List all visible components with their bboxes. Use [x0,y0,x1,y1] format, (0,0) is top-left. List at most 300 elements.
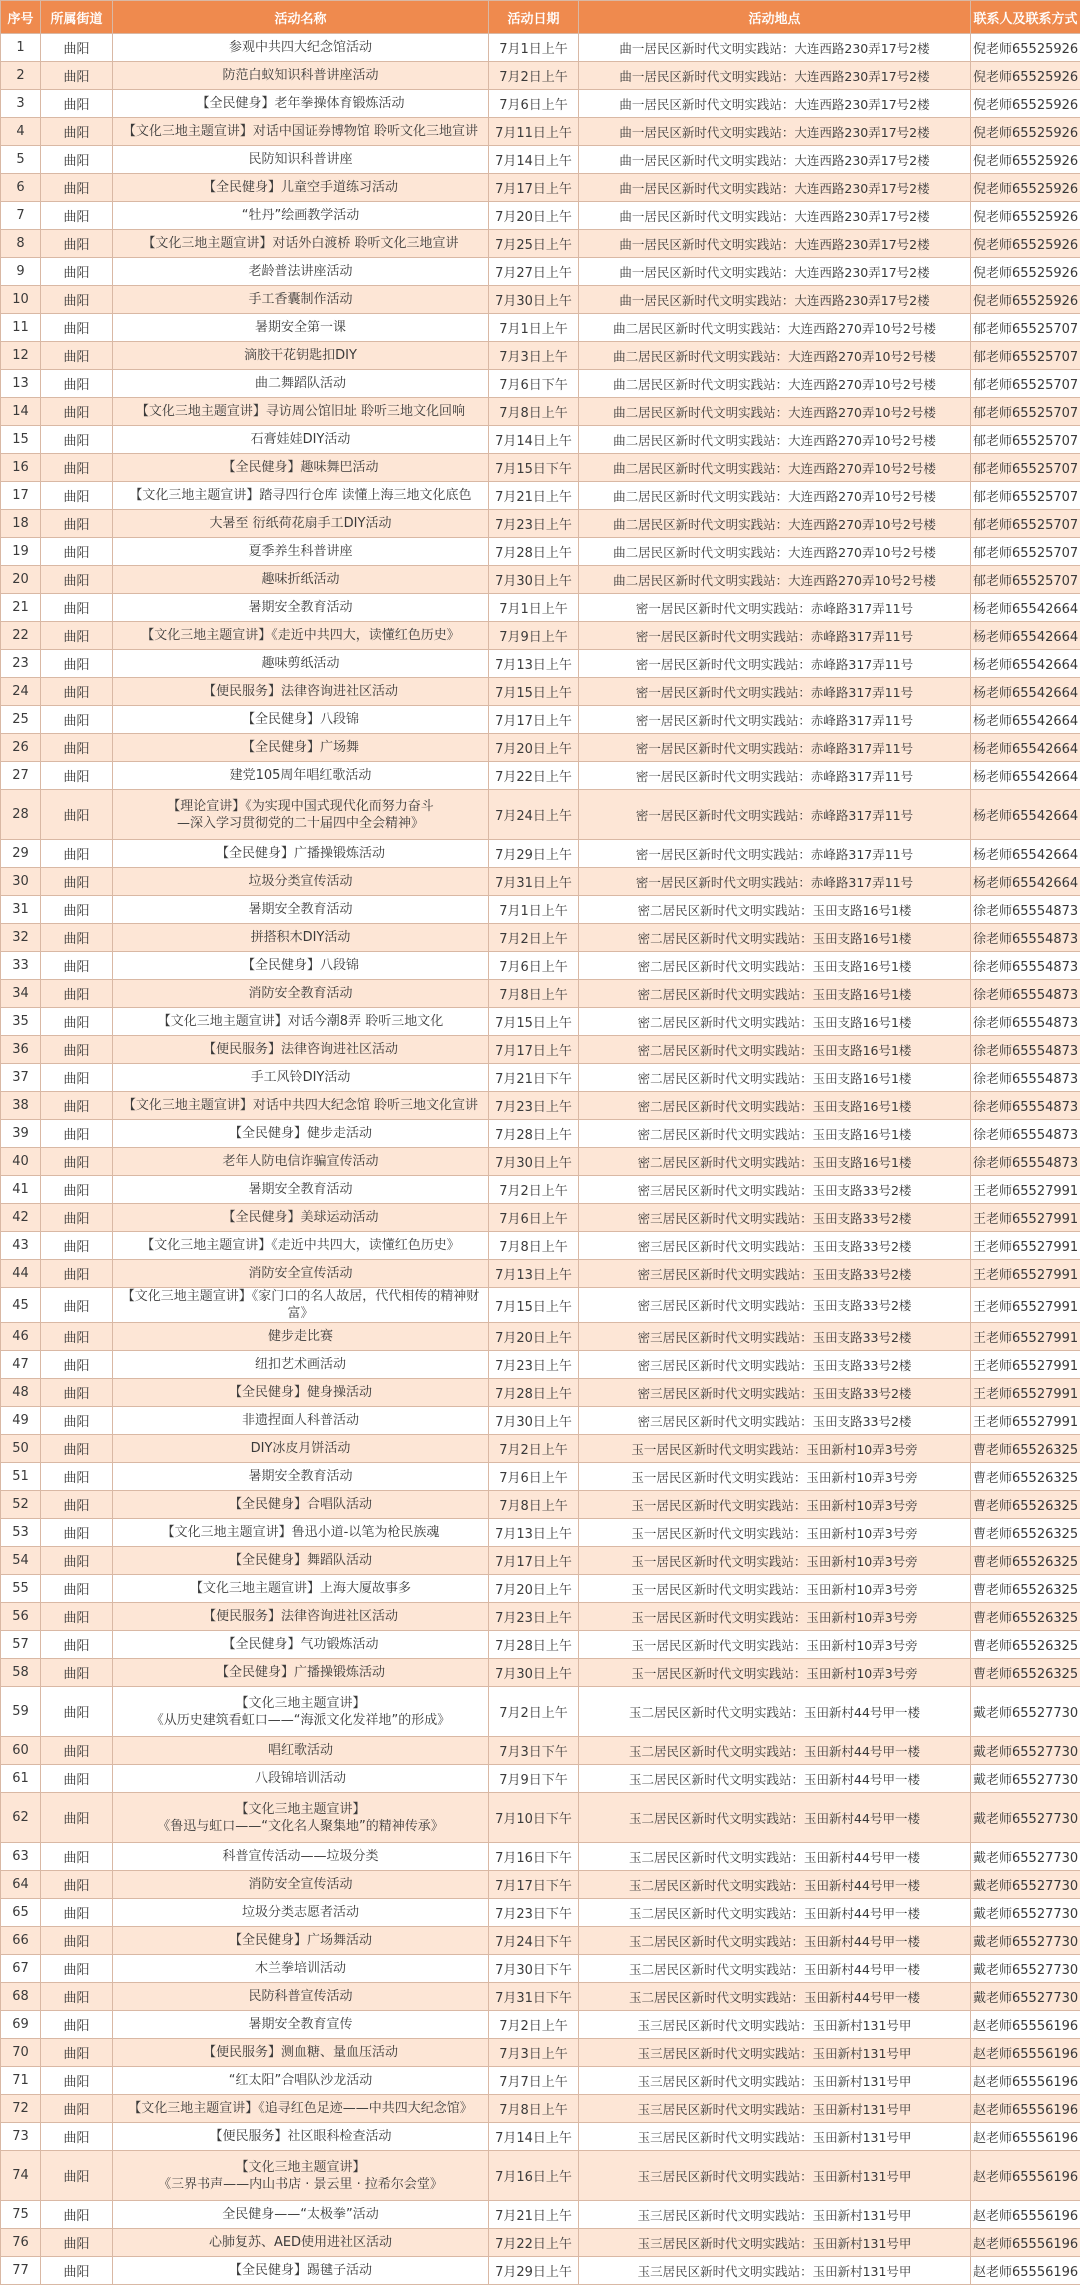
cell-street: 曲阳 [41,1204,113,1232]
cell-activity-date: 7月27日上午 [489,258,579,286]
cell-activity-location: 玉二居民区新时代文明实践站：玉田新村44号甲一楼 [579,1765,971,1793]
activity-name-text: 【便民服务】法律咨询进社区活动 [115,1608,486,1625]
cell-activity-date: 7月28日上午 [489,1631,579,1659]
cell-no: 15 [1,426,41,454]
cell-activity-name [113,1491,489,1519]
cell-activity-name [113,1435,489,1463]
cell-activity-date: 7月23日上午 [489,510,579,538]
table-row [1,1547,1080,1575]
cell-activity-location: 曲二居民区新时代文明实践站：大连西路270弄10号2号楼 [579,566,971,594]
cell-activity-location: 密一居民区新时代文明实践站：赤峰路317弄11号 [579,594,971,622]
cell-activity-location: 曲一居民区新时代文明实践站：大连西路230弄17号2楼 [579,202,971,230]
cell-no: 8 [1,230,41,258]
activity-name-text: 【文化三地主题宣讲】对话中国证券博物馆 聆听文化三地宣讲 [115,123,486,140]
cell-activity-name [113,118,489,146]
table-row [1,1120,1080,1148]
cell-no: 76 [1,2229,41,2257]
cell-activity-location: 曲一居民区新时代文明实践站：大连西路230弄17号2楼 [579,62,971,90]
cell-activity-location: 玉一居民区新时代文明实践站：玉田新村10弄3号旁 [579,1435,971,1463]
cell-street: 曲阳 [41,1232,113,1260]
cell-activity-name [113,1288,489,1323]
cell-no: 24 [1,678,41,706]
table-row [1,370,1080,398]
activity-name-text: 心肺复苏、AED使用进社区活动 [115,2234,486,2251]
cell-contact: 戴老师65527730 [971,1737,1080,1765]
cell-activity-date: 7月22日上午 [489,2229,579,2257]
cell-street: 曲阳 [41,2011,113,2039]
table-row [1,1687,1080,1737]
activity-name-text: 【全民健身】健步走活动 [115,1125,486,1142]
cell-activity-name [113,510,489,538]
table-row [1,1204,1080,1232]
cell-activity-name [113,1955,489,1983]
cell-street: 曲阳 [41,1955,113,1983]
table-row [1,924,1080,952]
activity-name-text: 【文化三地主题宣讲】对话今潮8弄 聆听三地文化 [115,1013,486,1030]
cell-no: 52 [1,1491,41,1519]
cell-contact: 杨老师65542664 [971,678,1080,706]
cell-no: 17 [1,482,41,510]
header-street: 所属街道 [41,1,113,34]
table-row [1,1843,1080,1871]
cell-activity-date: 7月9日上午 [489,622,579,650]
cell-street: 曲阳 [41,1463,113,1491]
cell-activity-location: 密二居民区新时代文明实践站：玉田支路16号1楼 [579,1120,971,1148]
activity-name-text: 【文化三地主题宣讲】 《鲁迅与虹口——“文化名人聚集地”的精神传承》 [115,1801,486,1835]
table-row [1,2067,1080,2095]
cell-street: 曲阳 [41,2095,113,2123]
cell-activity-location: 曲二居民区新时代文明实践站：大连西路270弄10号2号楼 [579,426,971,454]
cell-activity-date: 7月7日上午 [489,2067,579,2095]
cell-activity-location: 玉三居民区新时代文明实践站：玉田新村131号甲 [579,2151,971,2201]
cell-street: 曲阳 [41,1793,113,1843]
cell-contact: 王老师65527991 [971,1351,1080,1379]
cell-activity-name [113,1843,489,1871]
cell-activity-date: 7月31日上午 [489,868,579,896]
cell-contact: 徐老师65554873 [971,1120,1080,1148]
table-row [1,314,1080,342]
cell-activity-name [113,174,489,202]
cell-no: 49 [1,1407,41,1435]
cell-activity-location: 密三居民区新时代文明实践站：玉田支路33号2楼 [579,1260,971,1288]
table-row [1,1148,1080,1176]
cell-street: 曲阳 [41,2039,113,2067]
cell-no: 5 [1,146,41,174]
cell-street: 曲阳 [41,1148,113,1176]
cell-activity-date: 7月24日下午 [489,1927,579,1955]
activity-name-text: 【全民健身】八段锦 [115,711,486,728]
cell-activity-date: 7月30日上午 [489,286,579,314]
cell-street: 曲阳 [41,62,113,90]
cell-activity-date: 7月2日上午 [489,1176,579,1204]
cell-contact: 王老师65527991 [971,1288,1080,1323]
cell-activity-date: 7月28日上午 [489,1120,579,1148]
cell-activity-date: 7月11日上午 [489,118,579,146]
cell-contact: 徐老师65554873 [971,1092,1080,1120]
table-row [1,2011,1080,2039]
cell-street: 曲阳 [41,1407,113,1435]
cell-activity-name [113,2011,489,2039]
cell-activity-date: 7月3日下午 [489,1737,579,1765]
cell-contact: 王老师65527991 [971,1260,1080,1288]
cell-activity-name [113,622,489,650]
cell-activity-location: 曲一居民区新时代文明实践站：大连西路230弄17号2楼 [579,230,971,258]
cell-activity-location: 玉二居民区新时代文明实践站：玉田新村44号甲一楼 [579,1927,971,1955]
cell-activity-location: 密一居民区新时代文明实践站：赤峰路317弄11号 [579,762,971,790]
cell-activity-name [113,90,489,118]
cell-no: 68 [1,1983,41,2011]
header-no: 序号 [1,1,41,34]
activity-name-text: 暑期安全教育活动 [115,1181,486,1198]
cell-activity-date: 7月24日上午 [489,790,579,840]
cell-contact: 赵老师65556196 [971,2095,1080,2123]
cell-street: 曲阳 [41,1519,113,1547]
cell-activity-date: 7月30日上午 [489,566,579,594]
table-row [1,342,1080,370]
cell-contact: 戴老师65527730 [971,1843,1080,1871]
table-row [1,1659,1080,1687]
cell-activity-date: 7月15日上午 [489,1288,579,1323]
cell-contact: 倪老师65525926 [971,62,1080,90]
cell-contact: 倪老师65525926 [971,286,1080,314]
header-activity-location: 活动地点 [579,1,971,34]
cell-activity-date: 7月17日上午 [489,706,579,734]
cell-activity-name [113,868,489,896]
cell-contact: 杨老师65542664 [971,868,1080,896]
table-row [1,2229,1080,2257]
cell-activity-date: 7月8日上午 [489,1232,579,1260]
table-row [1,1064,1080,1092]
table-row [1,896,1080,924]
cell-no: 39 [1,1120,41,1148]
cell-no: 71 [1,2067,41,2095]
cell-activity-date: 7月6日上午 [489,1204,579,1232]
cell-activity-date: 7月6日上午 [489,952,579,980]
cell-no: 37 [1,1064,41,1092]
cell-no: 60 [1,1737,41,1765]
cell-activity-location: 玉二居民区新时代文明实践站：玉田新村44号甲一楼 [579,1983,971,2011]
cell-contact: 倪老师65525926 [971,258,1080,286]
cell-contact: 徐老师65554873 [971,1148,1080,1176]
cell-activity-name [113,2095,489,2123]
cell-activity-date: 7月21日上午 [489,482,579,510]
cell-activity-date: 7月28日上午 [489,538,579,566]
cell-street: 曲阳 [41,1379,113,1407]
cell-activity-location: 玉二居民区新时代文明实践站：玉田新村44号甲一楼 [579,1843,971,1871]
cell-activity-name [113,1765,489,1793]
cell-no: 59 [1,1687,41,1737]
cell-activity-location: 玉二居民区新时代文明实践站：玉田新村44号甲一楼 [579,1793,971,1843]
cell-street: 曲阳 [41,118,113,146]
activity-name-text: 【全民健身】合唱队活动 [115,1496,486,1513]
cell-street: 曲阳 [41,1575,113,1603]
cell-activity-date: 7月8日上午 [489,2095,579,2123]
table-row [1,230,1080,258]
activity-name-text: 拼搭积木DIY活动 [115,929,486,946]
cell-contact: 郁老师65525707 [971,426,1080,454]
cell-activity-location: 曲二居民区新时代文明实践站：大连西路270弄10号2号楼 [579,510,971,538]
table-row [1,594,1080,622]
cell-street: 曲阳 [41,650,113,678]
cell-activity-location: 密二居民区新时代文明实践站：玉田支路16号1楼 [579,980,971,1008]
cell-no: 25 [1,706,41,734]
cell-activity-name [113,34,489,62]
cell-street: 曲阳 [41,1843,113,1871]
cell-activity-name [113,650,489,678]
cell-activity-location: 玉三居民区新时代文明实践站：玉田新村131号甲 [579,2039,971,2067]
table-row [1,650,1080,678]
cell-street: 曲阳 [41,2229,113,2257]
activity-name-text: 【便民服务】测血糖、量血压活动 [115,2044,486,2061]
table-body [1,34,1080,2285]
activity-name-text: 科普宣传活动——垃圾分类 [115,1848,486,1865]
table-row [1,1092,1080,1120]
cell-contact: 徐老师65554873 [971,1008,1080,1036]
cell-street: 曲阳 [41,370,113,398]
table-row [1,90,1080,118]
table-row [1,2123,1080,2151]
cell-activity-name [113,342,489,370]
cell-activity-name [113,952,489,980]
cell-contact: 曹老师65526325 [971,1519,1080,1547]
cell-activity-name [113,314,489,342]
cell-street: 曲阳 [41,2123,113,2151]
cell-no: 16 [1,454,41,482]
cell-contact: 曹老师65526325 [971,1631,1080,1659]
cell-no: 1 [1,34,41,62]
activity-name-text: 【全民健身】广场舞 [115,739,486,756]
cell-contact: 倪老师65525926 [971,34,1080,62]
cell-no: 20 [1,566,41,594]
table-row [1,118,1080,146]
cell-contact: 杨老师65542664 [971,762,1080,790]
activity-name-text: 【文化三地主题宣讲】对话中共四大纪念馆 聆听三地文化宣讲 [115,1097,486,1114]
cell-activity-location: 曲一居民区新时代文明实践站：大连西路230弄17号2楼 [579,286,971,314]
cell-activity-location: 密一居民区新时代文明实践站：赤峰路317弄11号 [579,706,971,734]
activity-name-text: 【全民健身】踢毽子活动 [115,2262,486,2279]
cell-street: 曲阳 [41,1631,113,1659]
cell-activity-name [113,258,489,286]
activity-name-text: 【全民健身】广播操锻炼活动 [115,1664,486,1681]
cell-activity-name [113,146,489,174]
cell-contact: 徐老师65554873 [971,924,1080,952]
table-row [1,202,1080,230]
cell-activity-name [113,706,489,734]
cell-contact: 郁老师65525707 [971,398,1080,426]
cell-activity-location: 密一居民区新时代文明实践站：赤峰路317弄11号 [579,678,971,706]
activity-name-text: 【文化三地主题宣讲】《走近中共四大，读懂红色历史》 [115,1237,486,1254]
activity-name-text: 【文化三地主题宣讲】 《三界书声——内山书店 · 景云里 · 拉希尔会堂》 [115,2159,486,2193]
cell-contact: 倪老师65525926 [971,202,1080,230]
cell-contact: 倪老师65525926 [971,146,1080,174]
cell-street: 曲阳 [41,1351,113,1379]
cell-street: 曲阳 [41,1687,113,1737]
cell-street: 曲阳 [41,258,113,286]
cell-no: 23 [1,650,41,678]
cell-contact: 曹老师65526325 [971,1463,1080,1491]
cell-activity-location: 密三居民区新时代文明实践站：玉田支路33号2楼 [579,1176,971,1204]
cell-activity-location: 玉三居民区新时代文明实践站：玉田新村131号甲 [579,2229,971,2257]
cell-contact: 徐老师65554873 [971,952,1080,980]
activity-name-text: 【便民服务】社区眼科检查活动 [115,2128,486,2145]
cell-activity-date: 7月28日上午 [489,1379,579,1407]
cell-activity-date: 7月6日上午 [489,90,579,118]
table-row [1,1737,1080,1765]
cell-no: 47 [1,1351,41,1379]
cell-no: 32 [1,924,41,952]
cell-activity-name [113,2201,489,2229]
cell-no: 46 [1,1323,41,1351]
table-row [1,1491,1080,1519]
cell-street: 曲阳 [41,706,113,734]
cell-activity-date: 7月1日上午 [489,896,579,924]
cell-contact: 赵老师65556196 [971,2151,1080,2201]
cell-activity-location: 曲二居民区新时代文明实践站：大连西路270弄10号2号楼 [579,454,971,482]
cell-activity-location: 曲一居民区新时代文明实践站：大连西路230弄17号2楼 [579,258,971,286]
activity-name-text: 暑期安全教育宣传 [115,2016,486,2033]
cell-no: 70 [1,2039,41,2067]
table-row [1,1955,1080,1983]
cell-activity-location: 密三居民区新时代文明实践站：玉田支路33号2楼 [579,1288,971,1323]
table-row [1,734,1080,762]
activity-name-text: 民防科普宣传活动 [115,1988,486,2005]
cell-activity-date: 7月15日下午 [489,454,579,482]
table-row [1,980,1080,1008]
cell-street: 曲阳 [41,762,113,790]
cell-activity-date: 7月30日上午 [489,1148,579,1176]
cell-activity-date: 7月6日上午 [489,1463,579,1491]
table-row [1,146,1080,174]
cell-contact: 曹老师65526325 [971,1435,1080,1463]
cell-activity-name [113,1603,489,1631]
table-row [1,538,1080,566]
cell-no: 72 [1,2095,41,2123]
cell-contact: 赵老师65556196 [971,2229,1080,2257]
cell-activity-date: 7月17日下午 [489,1871,579,1899]
cell-no: 65 [1,1899,41,1927]
cell-contact: 戴老师65527730 [971,1927,1080,1955]
cell-activity-location: 玉一居民区新时代文明实践站：玉田新村10弄3号旁 [579,1631,971,1659]
cell-contact: 杨老师65542664 [971,790,1080,840]
cell-activity-name [113,202,489,230]
cell-no: 22 [1,622,41,650]
cell-activity-date: 7月1日上午 [489,34,579,62]
cell-no: 61 [1,1765,41,1793]
activity-name-text: 唱红歌活动 [115,1742,486,1759]
table-row [1,510,1080,538]
cell-contact: 杨老师65542664 [971,594,1080,622]
cell-activity-name [113,2151,489,2201]
activity-name-text: 夏季养生科普讲座 [115,543,486,560]
cell-activity-name [113,1631,489,1659]
cell-street: 曲阳 [41,566,113,594]
cell-activity-name [113,398,489,426]
cell-activity-name [113,840,489,868]
cell-no: 30 [1,868,41,896]
table-row [1,762,1080,790]
cell-no: 77 [1,2257,41,2285]
cell-activity-date: 7月23日下午 [489,1899,579,1927]
cell-street: 曲阳 [41,1288,113,1323]
activity-name-text: 【全民健身】健身操活动 [115,1384,486,1401]
cell-no: 4 [1,118,41,146]
cell-activity-name [113,1871,489,1899]
cell-no: 34 [1,980,41,1008]
cell-contact: 王老师65527991 [971,1323,1080,1351]
cell-no: 45 [1,1288,41,1323]
cell-activity-name [113,2039,489,2067]
activity-name-text: 趣味剪纸活动 [115,655,486,672]
cell-no: 73 [1,2123,41,2151]
activity-name-text: 【文化三地主题宣讲】寻访周公馆旧址 聆听三地文化回响 [115,403,486,420]
activity-name-text: 石膏娃娃DIY活动 [115,431,486,448]
activity-name-text: 【文化三地主题宣讲】上海大厦故事多 [115,1580,486,1597]
cell-contact: 杨老师65542664 [971,622,1080,650]
cell-activity-date: 7月6日下午 [489,370,579,398]
cell-activity-date: 7月23日上午 [489,1603,579,1631]
cell-activity-location: 密三居民区新时代文明实践站：玉田支路33号2楼 [579,1407,971,1435]
cell-street: 曲阳 [41,1765,113,1793]
cell-activity-name [113,1463,489,1491]
cell-activity-date: 7月2日上午 [489,2011,579,2039]
cell-no: 48 [1,1379,41,1407]
activity-name-text: 【文化三地主题宣讲】对话外白渡桥 聆听文化三地宣讲 [115,235,486,252]
cell-activity-name [113,1008,489,1036]
table-row [1,1765,1080,1793]
cell-no: 50 [1,1435,41,1463]
cell-contact: 王老师65527991 [971,1204,1080,1232]
table-row [1,840,1080,868]
cell-activity-date: 7月13日上午 [489,650,579,678]
cell-no: 12 [1,342,41,370]
cell-activity-location: 玉二居民区新时代文明实践站：玉田新村44号甲一楼 [579,1899,971,1927]
table-row [1,1323,1080,1351]
cell-activity-date: 7月2日上午 [489,1435,579,1463]
cell-activity-name [113,1927,489,1955]
cell-no: 31 [1,896,41,924]
cell-activity-location: 密三居民区新时代文明实践站：玉田支路33号2楼 [579,1232,971,1260]
activity-name-text: 民防知识科普讲座 [115,151,486,168]
cell-activity-location: 曲二居民区新时代文明实践站：大连西路270弄10号2号楼 [579,398,971,426]
activity-name-text: 暑期安全第一课 [115,319,486,336]
activity-name-text: 【理论宣讲】《为实现中国式现代化而努力奋斗 —深入学习贯彻党的二十届四中全会精神》 [115,798,486,832]
cell-activity-name [113,1323,489,1351]
cell-activity-name [113,1659,489,1687]
cell-no: 40 [1,1148,41,1176]
table-row [1,566,1080,594]
cell-no: 33 [1,952,41,980]
cell-street: 曲阳 [41,622,113,650]
activity-name-text: “红太阳”合唱队沙龙活动 [115,2072,486,2089]
cell-no: 13 [1,370,41,398]
activity-name-text: 【文化三地主题宣讲】《家门口的名人故居，代代相传的精神财富》 [115,1288,486,1322]
cell-no: 42 [1,1204,41,1232]
cell-activity-name [113,896,489,924]
cell-street: 曲阳 [41,952,113,980]
cell-street: 曲阳 [41,1491,113,1519]
activity-name-text: 【全民健身】儿童空手道练习活动 [115,179,486,196]
cell-no: 29 [1,840,41,868]
cell-activity-location: 密二居民区新时代文明实践站：玉田支路16号1楼 [579,1064,971,1092]
cell-contact: 杨老师65542664 [971,650,1080,678]
cell-activity-name [113,790,489,840]
cell-no: 66 [1,1927,41,1955]
cell-street: 曲阳 [41,510,113,538]
cell-activity-location: 密二居民区新时代文明实践站：玉田支路16号1楼 [579,1036,971,1064]
activity-name-text: 大暑至 衍纸荷花扇手工DIY活动 [115,515,486,532]
cell-street: 曲阳 [41,146,113,174]
cell-activity-location: 曲二居民区新时代文明实践站：大连西路270弄10号2号楼 [579,370,971,398]
